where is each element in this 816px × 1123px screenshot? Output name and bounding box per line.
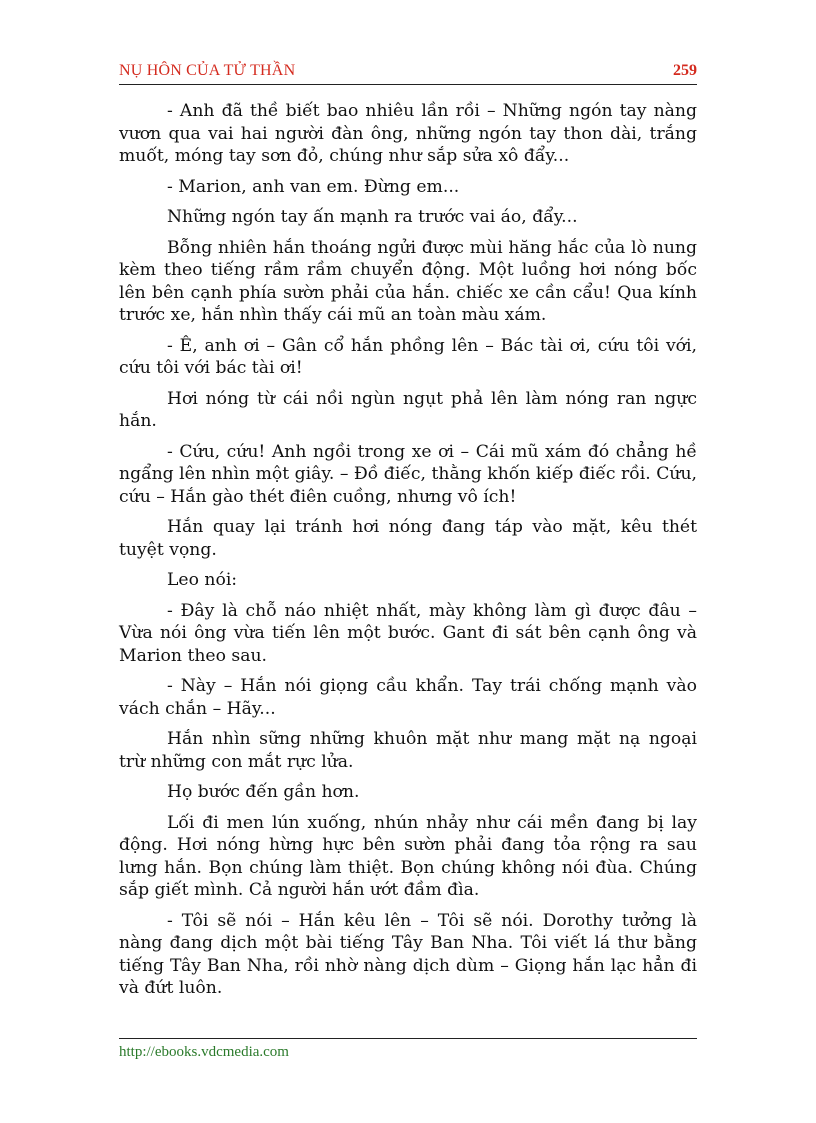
paragraph: - Ê, anh ơi – Gân cổ hắn phồng lên – Bác tài ơi, cứu tôi với, cứu tôi với bác tài ơi! bbox=[119, 335, 697, 378]
paragraph: Hắn nhìn sững những khuôn mặt như mang mặt nạ ngoại trừ những con mắt rực lửa. bbox=[119, 729, 697, 772]
paragraph: - Tôi sẽ nói – Hắn kêu lên – Tôi sẽ nói. Dorothy tưởng là nàng đang dịch một bài tiếng Tây Ban Nha. Tôi viết lá thư bằng tiếng Tây Ban Nha, rồi nhờ nàng dịch dùm – Giọng hắn lạc hẳn đi và đứt luôn. bbox=[119, 910, 697, 998]
page-header bbox=[119, 60, 697, 85]
page-number: 259 bbox=[673, 62, 697, 79]
paragraph: Hắn quay lại tránh hơi nóng đang táp vào mặt, kêu thét tuyệt vọng. bbox=[119, 517, 697, 560]
paragraph: Những ngón tay ấn mạnh ra trước vai áo, đẩy... bbox=[167, 207, 578, 227]
paragraph: Họ bước đến gần hơn. bbox=[167, 782, 360, 802]
footer-divider bbox=[119, 1038, 697, 1039]
footer-url-link[interactable]: http://ebooks.vdcmedia.com bbox=[119, 1044, 289, 1060]
paragraph: Bỗng nhiên hắn thoáng ngửi được mùi hăng hắc của lò nung kèm theo tiếng rầm rầm chuyển động. Một luồng hơi nóng bốc lên bên cạnh phía sườn phải của hắn. chiếc xe cần cẩu! Qua kính trước xe, hắn nhìn thấy cái mũ an toàn màu xám. bbox=[119, 237, 697, 325]
paragraph: - Anh đã thề biết bao nhiêu lần rồi – Những ngón tay nàng vươn qua vai hai người đàn ông, những ngón tay thon dài, trắng muốt, móng tay sơn đỏ, chúng như sắp sửa xô đẩy... bbox=[119, 101, 697, 166]
paragraph: - Này – Hắn nói giọng cầu khẩn. Tay trái chống mạnh vào vách chắn – Hãy... bbox=[119, 676, 697, 719]
paragraph: Hơi nóng từ cái nồi ngùn ngụt phả lên làm nóng ran ngực hắn. bbox=[119, 388, 697, 431]
paragraph: Lối đi men lún xuống, nhún nhảy như cái mền đang bị lay động. Hơi nóng hừng hực bên sườn phải đang tỏa rộng ra sau lưng hắn. Bọn chúng làm thiệt. Bọn chúng không nói đùa. Chúng sắp giết mình. Cả người hắn ướt đầm đìa. bbox=[119, 812, 697, 900]
paragraph: Leo nói: bbox=[167, 570, 238, 590]
book-title: NỤ HÔN CỦA TỬ THẦN bbox=[119, 62, 296, 79]
paragraph: - Đây là chỗ náo nhiệt nhất, mày không làm gì được đâu – Vừa nói ông vừa tiến lên một bước. Gant đi sát bên cạnh ông và Marion theo sau. bbox=[119, 600, 697, 666]
page-body bbox=[119, 100, 697, 1008]
paragraph: - Marion, anh van em. Đừng em... bbox=[167, 176, 460, 197]
paragraph: - Cứu, cứu! Anh ngồi trong xe ơi – Cái mũ xám đó chẳng hề ngẩng lên nhìn một giây. – Đồ điếc, thằng khốn kiếp điếc rồi. Cứu, cứu – Hắn gào thét điên cuồng, nhưng vô ích! bbox=[119, 441, 697, 507]
